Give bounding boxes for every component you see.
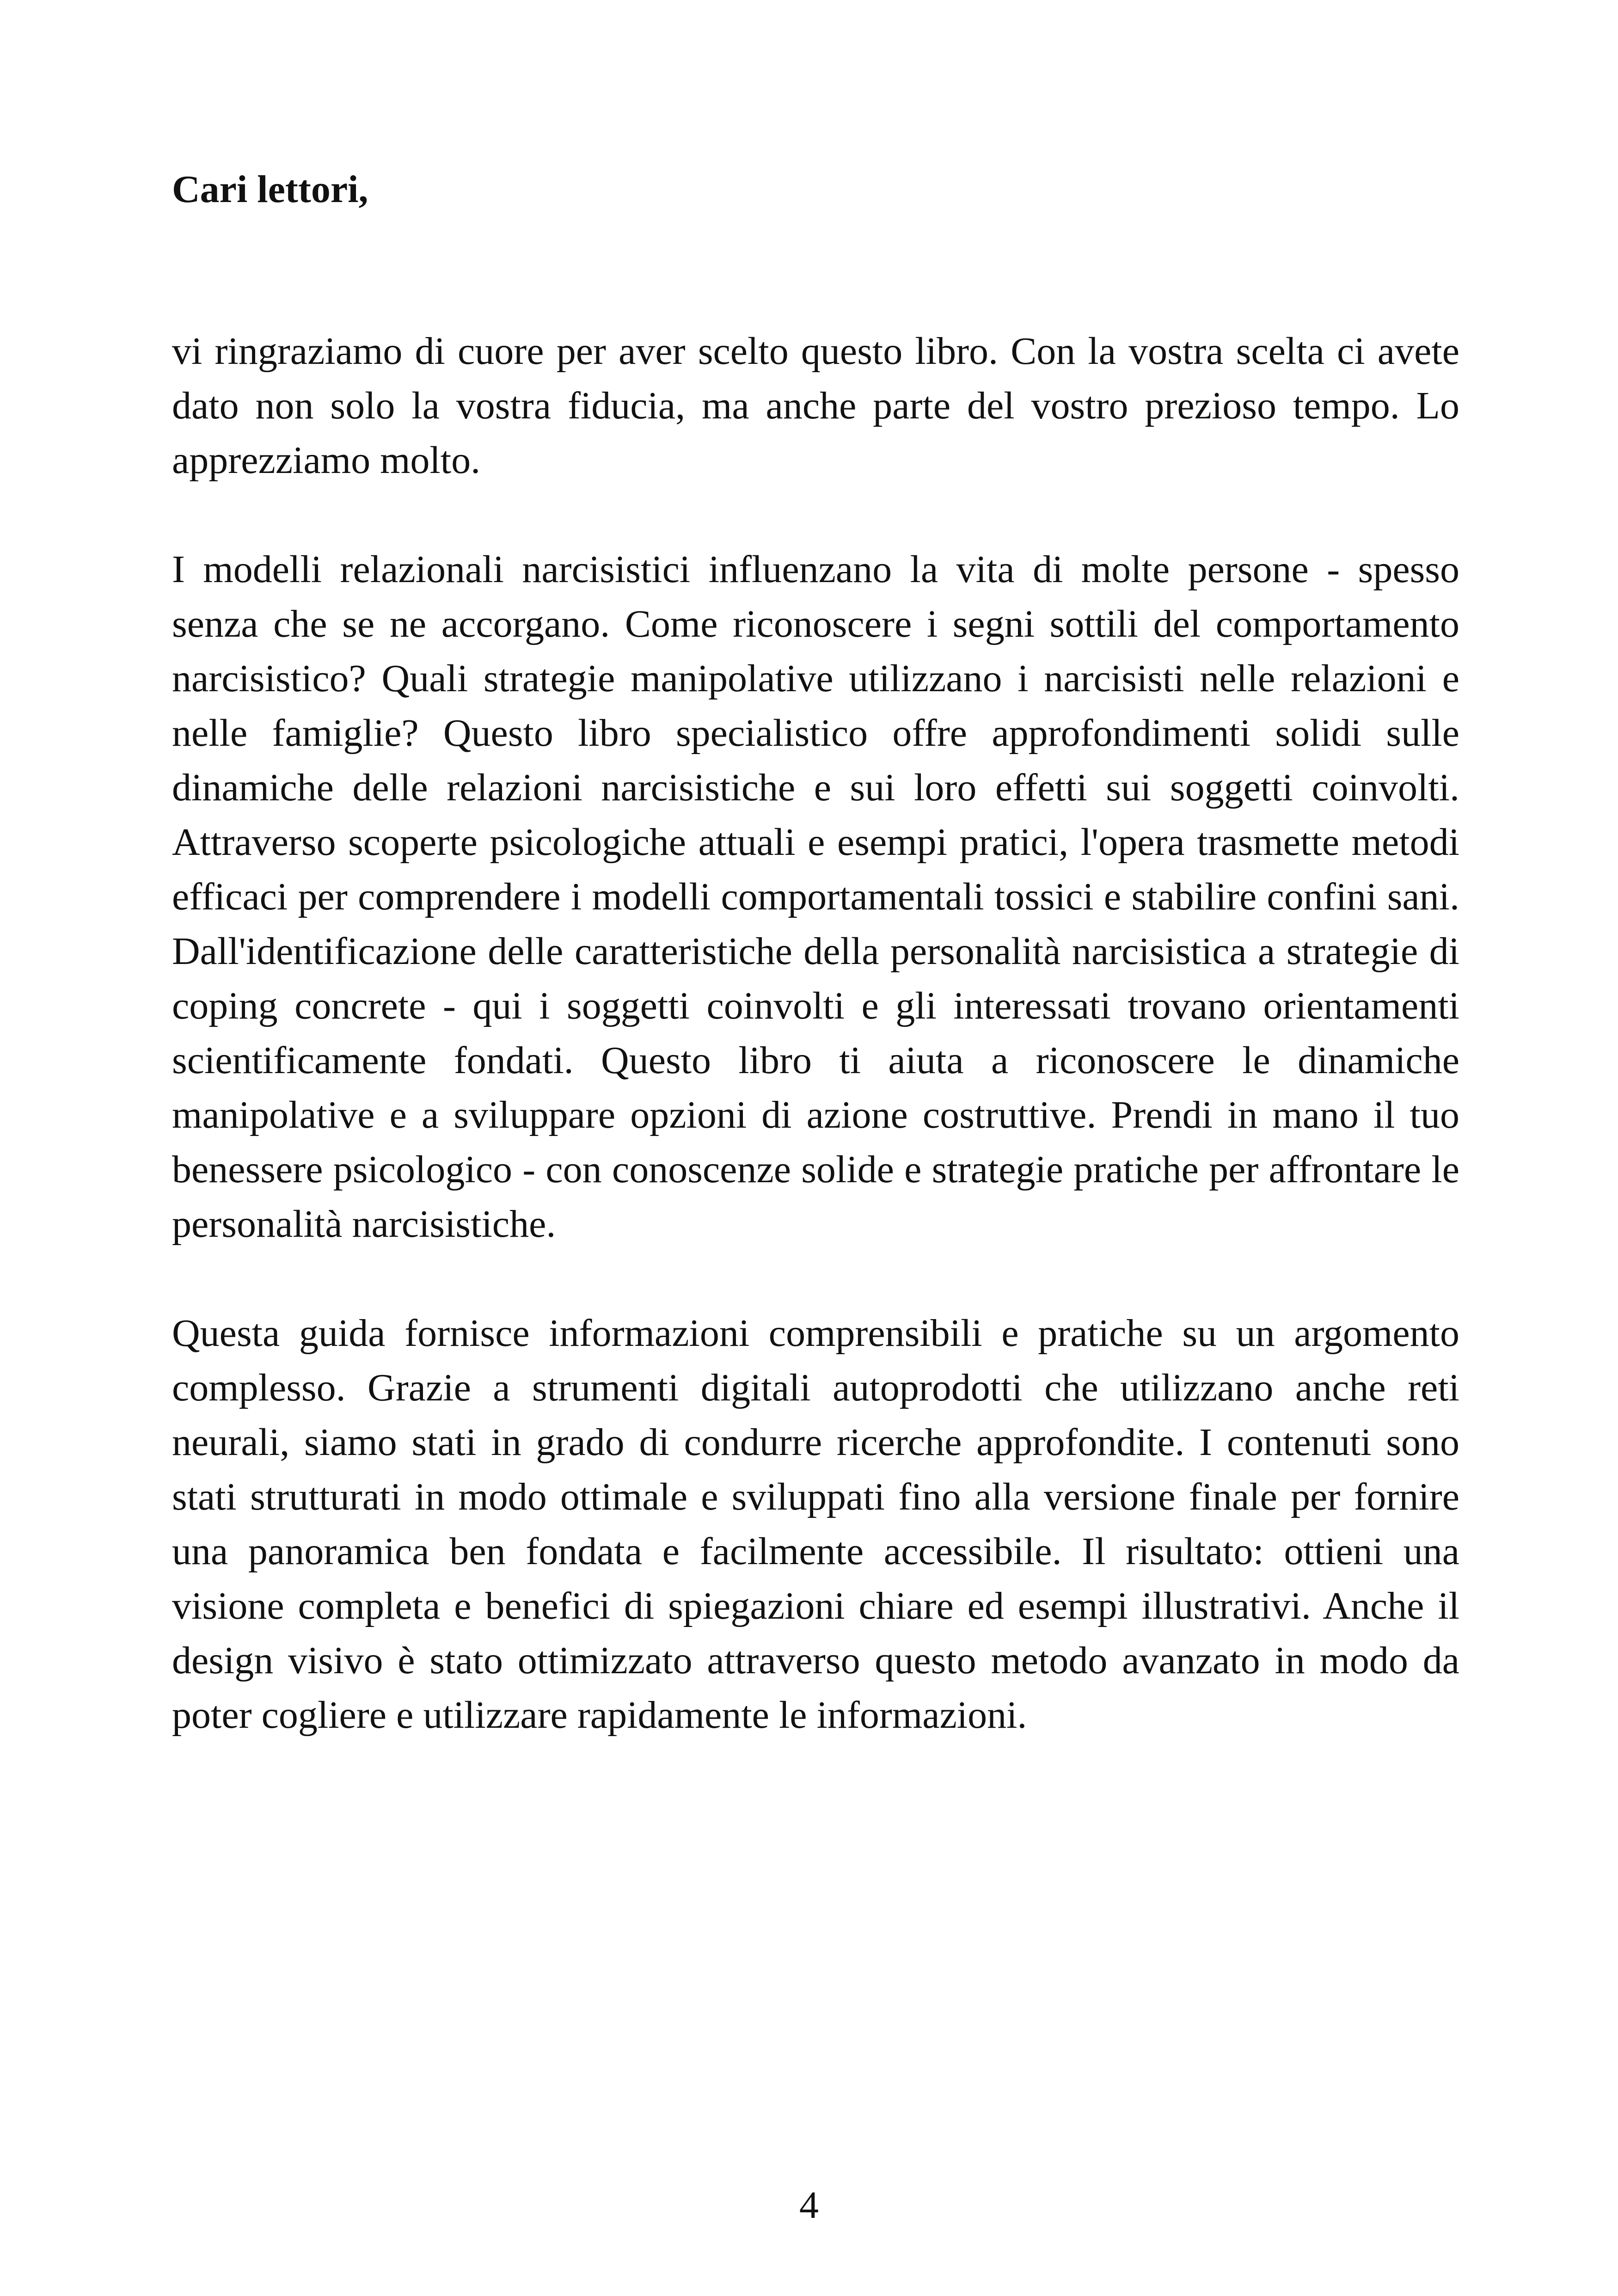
page-number: 4	[799, 2184, 819, 2227]
paragraph-guide-method: Questa guida fornisce informazioni comprensibili e pratiche su un argomento complesso. Grazie a strumenti digitali autoprodotti che utilizzano anche reti neurali, siamo stati in grado di condurre ricerche approfondite. I contenuti sono stati strutturati in modo ottimale e sviluppati fino alla versione finale per fornire una panoramica ben fondata e facilmente accessibile. Il risultato: ottieni una visione completa e benefici di spiegazioni chiare ed esempi illustrativi. Anche il design visivo è stato ottimizzato attraverso questo metodo avanzato in modo da poter cogliere e utilizzare rapidamente le informazioni.	[172, 1311, 1459, 1737]
paragraph-book-description: I modelli relazionali narcisistici influenzano la vita di molte persone - spesso senza che se ne accorgano. Come riconoscere i segni sottili del comportamento narcisistico? Quali strategie manipolative utilizzano i narcisisti nelle relazioni e nelle famiglie? Questo libro specialistico offre approfondimenti solidi sulle dinamiche delle relazioni narcisistiche e sui loro effetti sui soggetti coinvolti. Attraverso scoperte psicologiche attuali e esempi pratici, l'opera trasmette metodi efficaci per comprendere i modelli comportamentali tossici e stabilire confini sani. Dall'identificazione delle caratteristiche della personalità narcisistica a strategie di coping concrete - qui i soggetti coinvolti e gli interessati trovano orientamenti scientificamente fondati. Questo libro ti aiuta a riconoscere le dinamiche manipolative e a sviluppare opzioni di azione costruttive. Prendi in mano il tuo benessere psicologico - con conoscenze solide e strategie pratiche per affrontare le personalità narcisistiche.	[172, 547, 1459, 1246]
page-content	[172, 166, 1459, 1743]
paragraph-thanks: vi ringraziamo di cuore per aver scelto questo libro. Con la vostra scelta ci avete dato non solo la vostra fiducia, ma anche parte del vostro prezioso tempo. Lo apprezziamo molto.	[172, 329, 1459, 482]
salutation-heading: Cari lettori,	[172, 168, 368, 211]
